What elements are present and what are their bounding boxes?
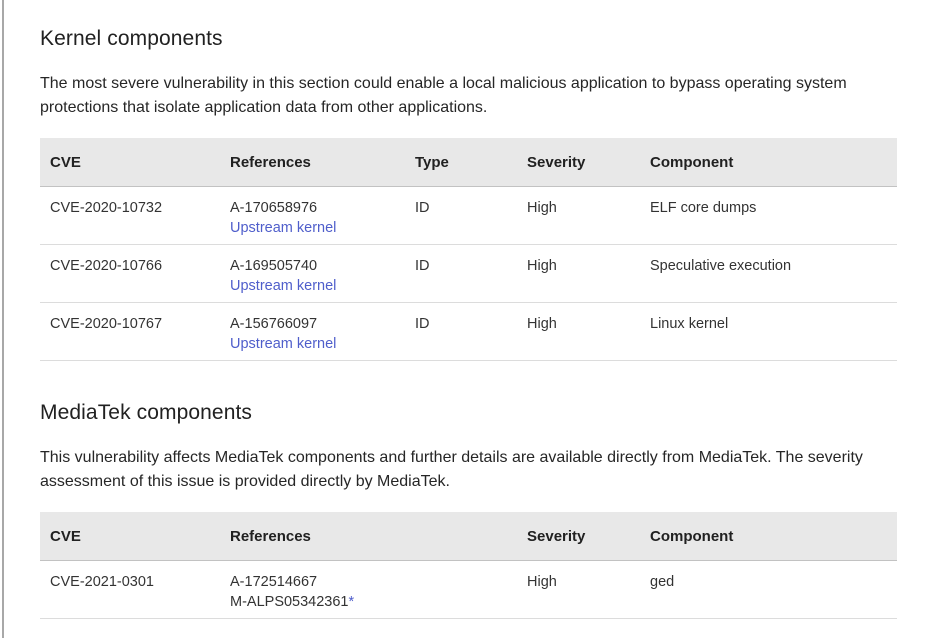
cell-references: [220, 561, 517, 619]
header-row: [40, 138, 897, 187]
sections-container: [40, 26, 897, 619]
cell-line: [415, 314, 507, 334]
cell-line: [415, 256, 507, 276]
cell-component: [640, 245, 897, 303]
cell-severity: [517, 303, 640, 361]
cell-text: High: [527, 316, 557, 332]
cell-line: [230, 198, 395, 218]
cell-line: [230, 314, 395, 334]
table-row: [40, 245, 897, 303]
cell-text: CVE-2021-0301: [50, 574, 154, 590]
vulnerability-table: [40, 138, 897, 361]
section-description: This vulnerability affects MediaTek components and further details are available directly from MediaTek. The severity assessment of this issue is provided directly by MediaTek.: [40, 449, 863, 490]
cell-type: [405, 187, 517, 245]
cell-text: ELF core dumps: [650, 200, 757, 216]
cell-text: CVE-2020-10766: [50, 258, 163, 274]
column-header-type: Type: [405, 138, 517, 187]
cell-line: [527, 256, 630, 276]
cell-text: ID: [415, 200, 430, 216]
cell-text: A-170658976: [230, 200, 318, 216]
section-heading: MediaTek components: [40, 401, 253, 424]
cell-line: [650, 572, 887, 592]
cell-component: [640, 303, 897, 361]
cell-references: [220, 303, 405, 361]
cell-text: Speculative execution: [650, 258, 792, 274]
cell-line: [527, 198, 630, 218]
cell-line: [650, 256, 887, 276]
table-row: [40, 187, 897, 245]
cell-type: [405, 245, 517, 303]
column-header-component: Component: [640, 138, 897, 187]
cell-text: M-ALPS05342361: [230, 594, 349, 610]
cell-text: High: [527, 574, 557, 590]
cell-type: [405, 303, 517, 361]
cell-text: A-156766097: [230, 316, 318, 332]
column-header-references: References: [220, 138, 405, 187]
cell-line: [527, 572, 630, 592]
cell-severity: [517, 245, 640, 303]
page-left-rule: [2, 0, 4, 638]
cell-text: ID: [415, 258, 430, 274]
cell-cve: [40, 245, 220, 303]
cell-cve: [40, 303, 220, 361]
cell-text: ID: [415, 316, 430, 332]
section-heading: Kernel components: [40, 27, 223, 50]
cell-line: [230, 572, 507, 592]
cell-line: [50, 572, 210, 592]
cell-line: [230, 592, 507, 612]
cell-severity: [517, 187, 640, 245]
cell-text: Linux kernel: [650, 316, 729, 332]
cell-references: [220, 245, 405, 303]
column-header-cve: CVE: [40, 138, 220, 187]
cell-severity: [517, 561, 640, 619]
cell-text: ged: [650, 574, 675, 590]
cell-line: [527, 314, 630, 334]
cell-line: [230, 276, 395, 296]
cell-text: A-172514667: [230, 574, 318, 590]
cell-text: CVE-2020-10732: [50, 200, 163, 216]
vulnerability-table: [40, 512, 897, 619]
cell-component: [640, 561, 897, 619]
cell-cve: [40, 561, 220, 619]
reference-link[interactable]: *: [348, 594, 355, 610]
section-mediatek-components: [40, 400, 897, 619]
cell-line: [50, 314, 210, 334]
section-kernel-components: [40, 26, 897, 361]
cell-text: CVE-2020-10767: [50, 316, 163, 332]
column-header-cve: CVE: [40, 512, 220, 561]
cell-line: [650, 314, 887, 334]
column-header-component: Component: [640, 512, 897, 561]
reference-link[interactable]: Upstream kernel: [230, 220, 337, 236]
cell-cve: [40, 187, 220, 245]
reference-link[interactable]: Upstream kernel: [230, 278, 337, 294]
column-header-severity: Severity: [517, 512, 640, 561]
column-header-references: References: [220, 512, 517, 561]
cell-line: [230, 256, 395, 276]
cell-line: [415, 198, 507, 218]
cell-line: [230, 334, 395, 354]
column-header-severity: Severity: [517, 138, 640, 187]
cell-line: [230, 218, 395, 238]
cell-component: [640, 187, 897, 245]
cell-line: [50, 256, 210, 276]
cell-text: A-169505740: [230, 258, 318, 274]
cell-text: High: [527, 200, 557, 216]
reference-link[interactable]: Upstream kernel: [230, 336, 337, 352]
cell-line: [650, 198, 887, 218]
header-row: [40, 512, 897, 561]
section-description: The most severe vulnerability in this section could enable a local malicious application to bypass operating system protections that isolate application data from other applications.: [40, 75, 847, 116]
cell-text: High: [527, 258, 557, 274]
table-row: [40, 303, 897, 361]
cell-line: [50, 198, 210, 218]
cell-references: [220, 187, 405, 245]
table-row: [40, 561, 897, 619]
